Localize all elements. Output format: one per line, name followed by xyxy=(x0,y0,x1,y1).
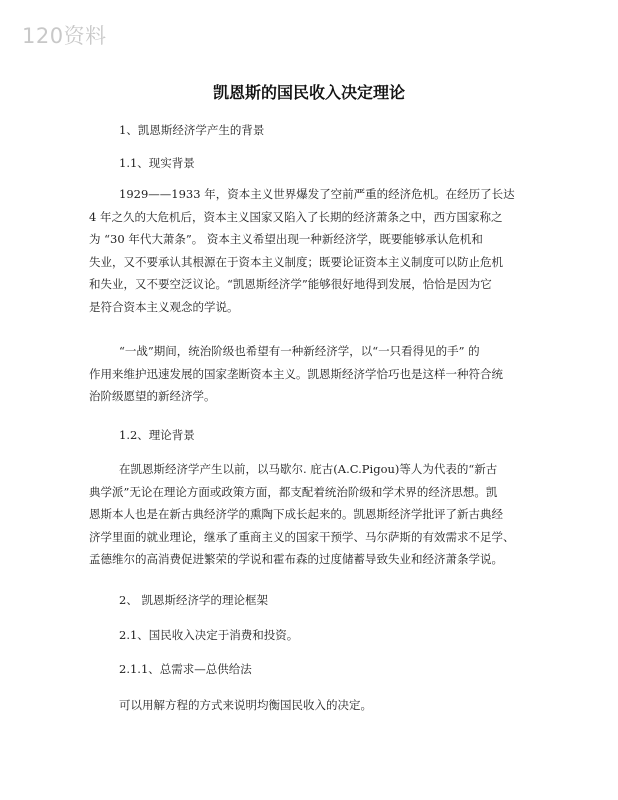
text-line: 为 “30 年代大萧条”。 资本主义希望出现一种新经济学，既要能够承认危机和 xyxy=(89,232,483,246)
text-line: 1929——1933 年，资本主义世界爆发了空前严重的经济危机。在经历了长达 xyxy=(119,187,515,201)
text-line: 和失业，又不要空泛议论。“凯恩斯经济学”能够很好地得到发展，恰恰是因为它 xyxy=(89,277,492,291)
text-line: 失业，又不要承认其根源在于资本主义制度；既要论证资本主义制度可以防止危机 xyxy=(89,254,503,269)
text-line: 在凯恩斯经济学产生以前，以马歇尔. 庇古(A.C.Pigou)等人为代表的“新古 xyxy=(119,462,498,476)
text-line: 恩斯本人也是在新古典经济学的熏陶下成长起来的。凯恩斯经济学批评了新古典经 xyxy=(89,507,503,521)
text-line: 是符合资本主义观念的学说。 xyxy=(89,299,239,314)
paragraph-neoclassical xyxy=(89,458,539,571)
document-title: 凯恩斯的国民收入决定理论 xyxy=(212,83,405,102)
paragraph-wwi xyxy=(89,340,539,408)
section-heading-2: 2、 凯恩斯经济学的理论框架 xyxy=(119,593,268,607)
section-heading-2-1-1: 2.1.1、总需求—总供给法 xyxy=(119,662,252,676)
paragraph-equation xyxy=(89,694,539,717)
text-line: 可以用解方程的方式来说明均衡国民收入的决定。 xyxy=(119,698,372,712)
paragraph-economic-crisis xyxy=(89,183,539,318)
text-line: “一战”期间，统治阶级也希望有一种新经济学，以“一只看得见的手” 的 xyxy=(119,344,480,358)
text-line: 作用来维护迅速发展的国家垄断资本主义。凯恩斯经济学恰巧也是这样一种符合统 xyxy=(89,366,503,381)
section-heading-1-2: 1.2、理论背景 xyxy=(119,428,195,442)
watermark-logo: 120资料 xyxy=(22,24,107,48)
text-line: 典学派”无论在理论方面或政策方面，都支配着统治阶级和学术界的经济思想。凯 xyxy=(89,484,498,499)
text-line: 孟德维尔的高消费促进繁荣的学说和霍布森的过度储蓄导致失业和经济萧条学说。 xyxy=(89,552,503,566)
text-line: 治阶级愿望的新经济学。 xyxy=(89,389,216,403)
section-heading-2-1: 2.1、国民收入决定于消费和投资。 xyxy=(119,628,299,642)
text-line: 4 年之久的大危机后，资本主义国家又陷入了长期的经济萧条之中，西方国家称之 xyxy=(89,209,503,224)
text-line: 济学里面的就业理论，继承了重商主义的国家干预学、马尔萨斯的有效需求不足学、 xyxy=(89,529,515,544)
section-heading-1: 1、凯恩斯经济学产生的背景 xyxy=(119,123,265,137)
section-heading-1-1: 1.1、现实背景 xyxy=(119,156,195,170)
